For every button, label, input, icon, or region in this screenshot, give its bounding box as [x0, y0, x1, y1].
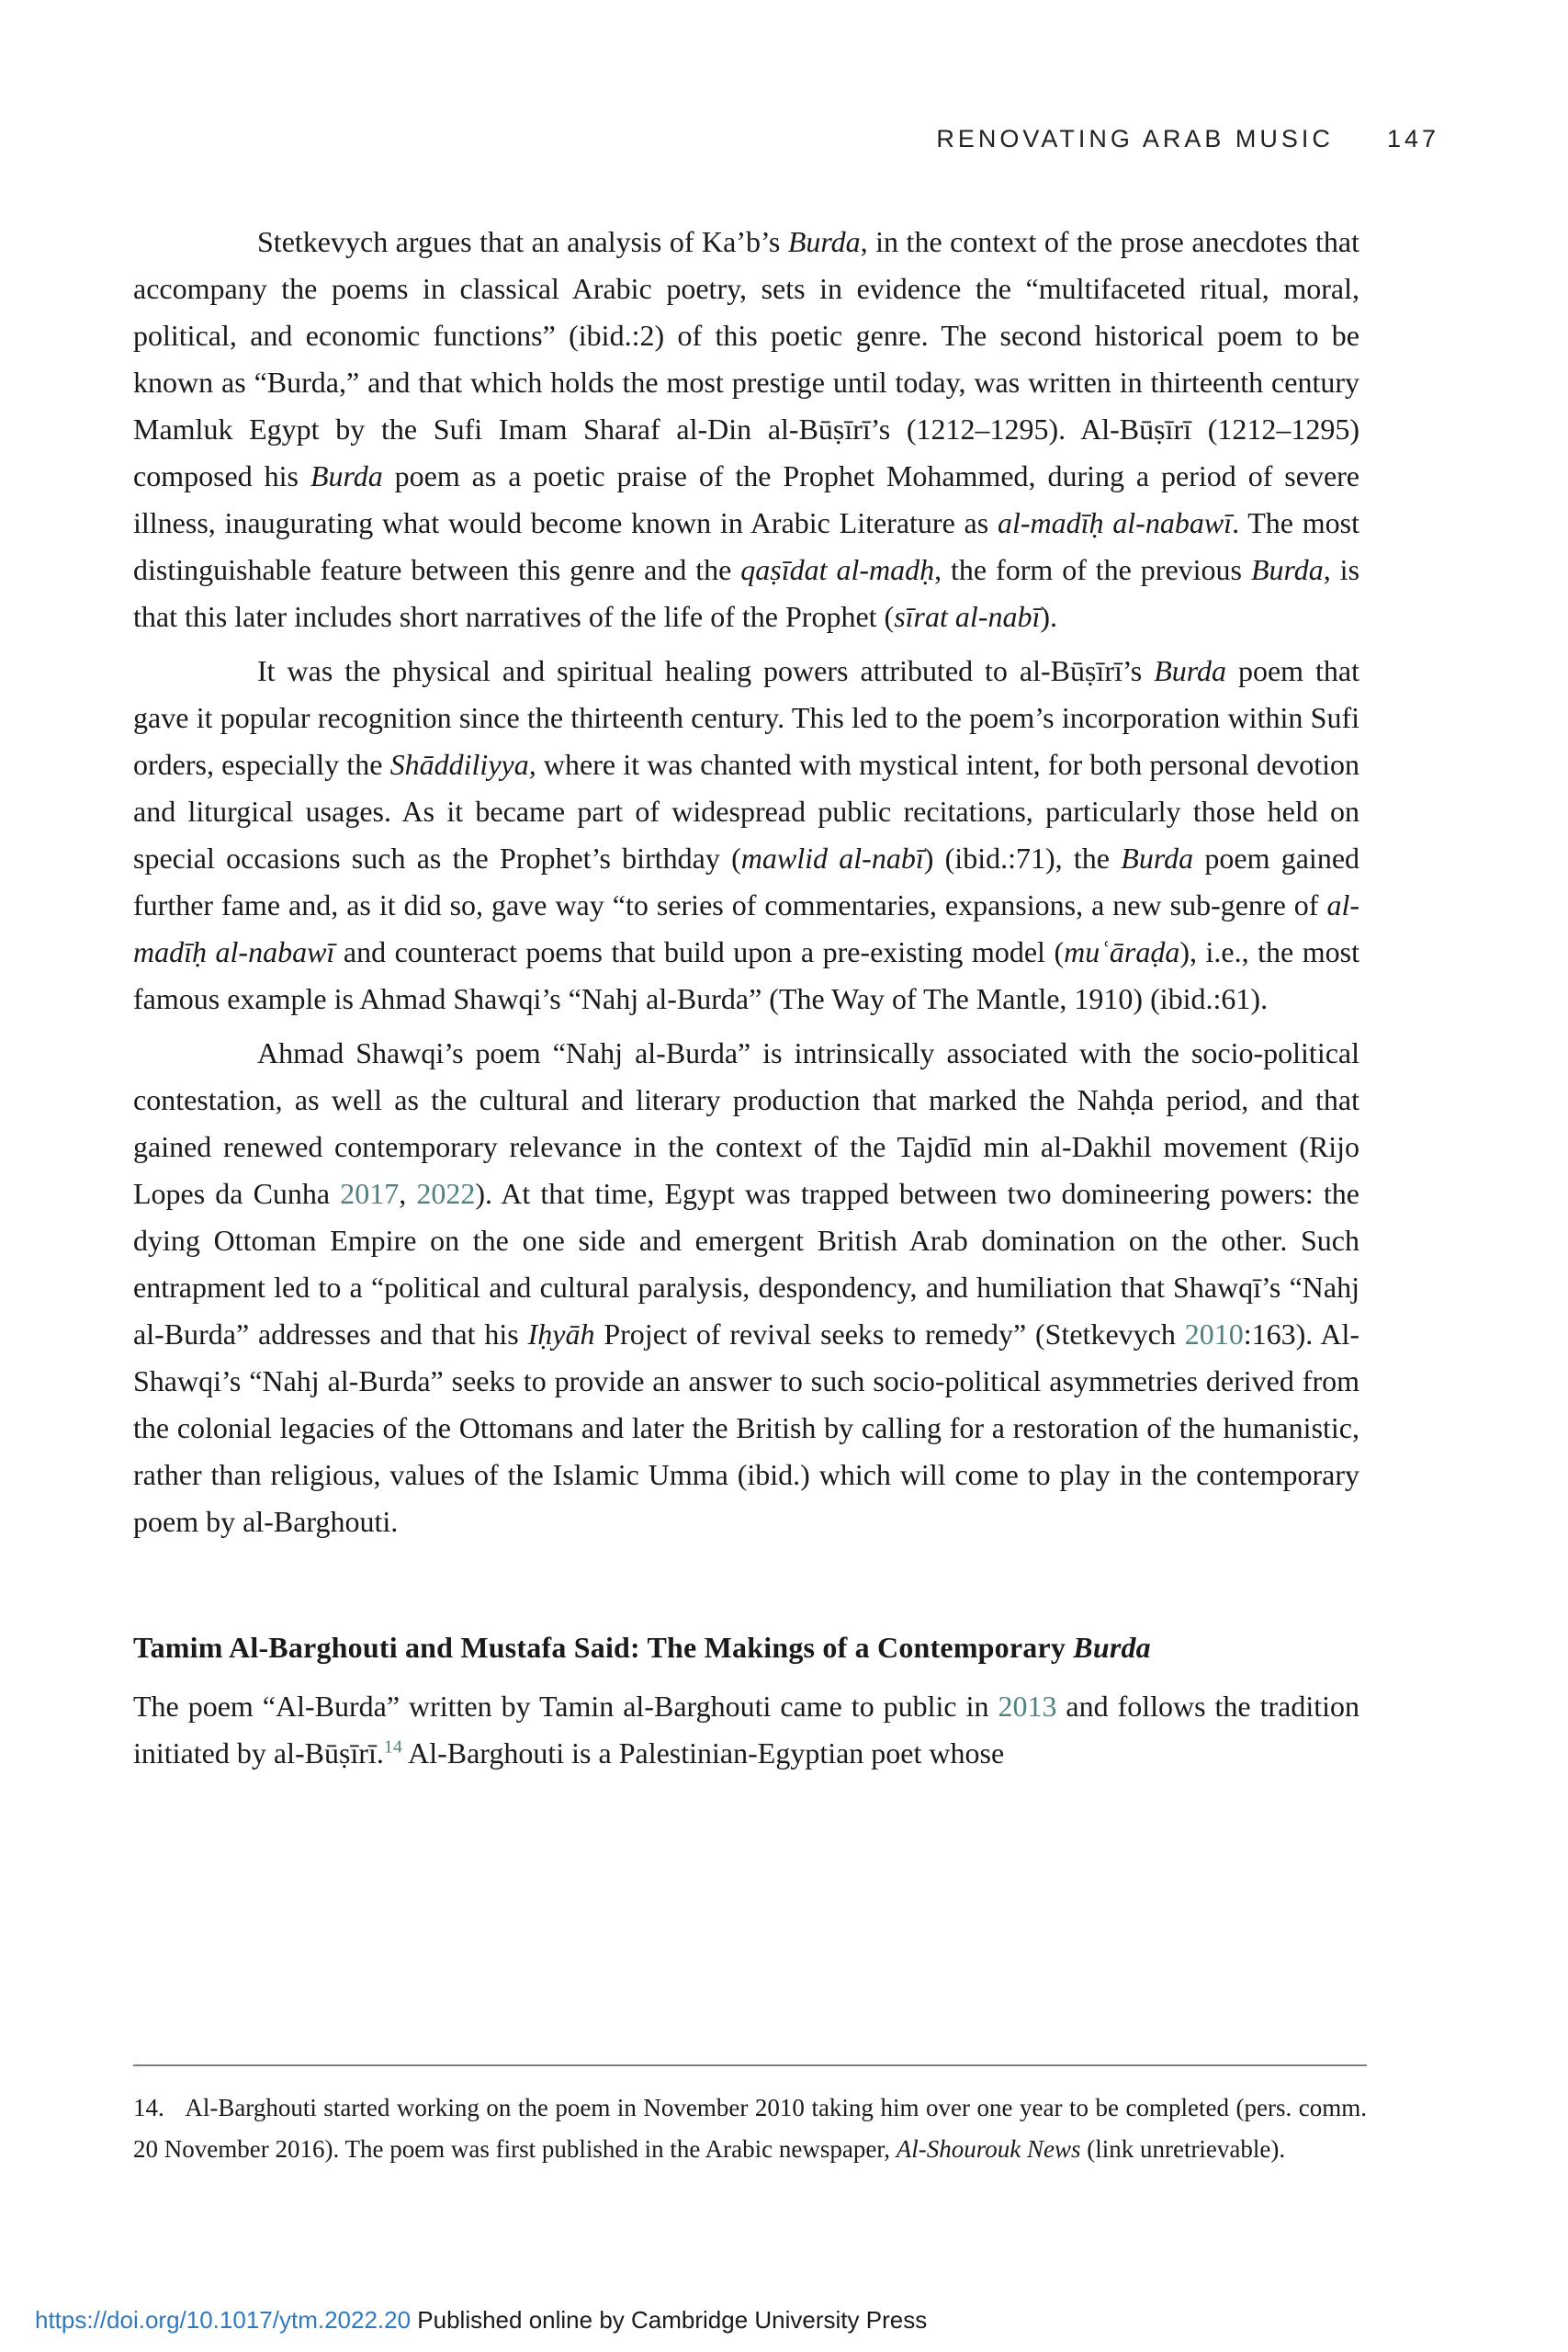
citation-link[interactable]: 2022: [416, 1177, 476, 1210]
italic-text: muʿāraḍa: [1064, 935, 1180, 968]
text-segment: Project of revival seeks to remedy” (Stetkevych: [594, 1317, 1185, 1351]
text-segment: Tamim Al-Barghouti and Mustafa Said: The Makings of a Contemporary: [133, 1631, 1074, 1664]
text-segment: ,: [399, 1177, 417, 1210]
text-segment: ) (ibid.:71), the: [923, 842, 1122, 875]
published-note: Published online by Cambridge University Press: [411, 2306, 928, 2334]
footnote-14: [133, 2087, 1367, 2170]
paragraph-3: [133, 1030, 1359, 1545]
italic-text: Burda: [1073, 1631, 1151, 1664]
text-segment: poem that gave it popular recognition since the thirteenth century. This led to the poem’s incorporation within Sufi orders, especially the: [133, 654, 1360, 781]
text-segment: Stetkevych argues that an analysis of Ka’b’s: [257, 225, 788, 258]
italic-text: sīrat al-nabī: [894, 600, 1041, 633]
citation-link[interactable]: 2013: [998, 1690, 1057, 1723]
text-segment: Al-Barghouti is a Palestinian-Egyptian poet whose: [401, 1736, 1005, 1770]
paragraph-2: [133, 648, 1359, 1023]
text-segment: , in the context of the prose anecdotes that accompany the poems in classical Arabic poetry, sets in evidence the “multifaceted ritual, moral, political, and economic functions” (ibid.:2) of this poetic genre. The second historical poem to be known as “Burda,” and that which holds the most prestige until today, was written in thirteenth century Mamluk Egypt by the Sufi Imam Sharaf al-Din al-Būṣīrī’s (1212–1295). Al-Būṣīrī (1212–1295) composed his: [133, 225, 1360, 492]
page-footer: [35, 2306, 927, 2335]
italic-text: Iḥyāh: [527, 1317, 595, 1351]
italic-text: Burda: [1121, 842, 1194, 875]
text-segment: , is that this later includes short narratives of the life of the Prophet (: [133, 553, 1360, 633]
page-number: 147: [1386, 125, 1439, 153]
italic-text: Burda: [787, 225, 861, 258]
text-segment: It was the physical and spiritual healing powers attributed to al-Būṣīrī’s: [257, 654, 1155, 687]
text-segment: poem as a poetic praise of the Prophet Mohammed, during a period of severe illness, inaugurating what would become known in Arabic Literature as: [133, 459, 1360, 539]
text-segment: Ahmad Shawqi’s poem “Nahj al-Burda” is intrinsically associated with the socio-political contestation, as well as the cultural and literary production that marked the Nahḍa period, and that gained renewed contemporary relevance in the context of the Tajdīd min al-Dakhil movement (Rijo Lopes da Cunha: [133, 1036, 1359, 1210]
footnote-marker: [384, 1736, 402, 1757]
text-segment: The poem “Al-Burda” written by Tamin al-Barghouti came to public in: [133, 1690, 998, 1723]
italic-text: Burda: [1250, 553, 1324, 586]
doi-link[interactable]: https://doi.org/10.1017/ytm.2022.20: [35, 2306, 412, 2334]
text-segment: poem gained further fame and, as it did so, gave way “to series of commentaries, expansions, a new sub-genre of: [133, 842, 1360, 922]
section-heading: [133, 1628, 1359, 1667]
italic-text: al-madīḥ al-nabawī: [997, 506, 1233, 539]
footnote-divider: [133, 2064, 1367, 2066]
text-segment: 14. Al-Barghouti started working on the poem in November 2010 taking him over one year to be completed (pers. comm. 20 November 2016). The poem was first published in the Arabic newspaper,: [133, 2094, 1367, 2163]
italic-text: mawlid al-nabī: [740, 842, 924, 875]
body-text: [133, 219, 1359, 1784]
running-header-title: RENOVATING ARAB MUSIC: [936, 125, 1334, 153]
italic-text: Al-Shourouk News: [896, 2135, 1081, 2163]
citation-link[interactable]: 2010: [1184, 1317, 1244, 1351]
italic-text: Burda: [1154, 654, 1226, 687]
text-segment: (link unretrievable).: [1080, 2135, 1286, 2163]
text-segment: and follows the tradition initiated by al-Būṣīrī.: [133, 1690, 1360, 1770]
italic-text: al-madīḥ al-nabawī: [133, 888, 1359, 968]
text-segment: and counteract poems that build upon a pre-existing model (: [334, 935, 1065, 968]
italic-text: qaṣīdat al-madḥ: [740, 553, 935, 586]
text-segment: , the form of the previous: [934, 553, 1251, 586]
italic-text: Burda: [310, 459, 383, 492]
text-segment: ), i.e., the most famous example is Ahmad Shawqi’s “Nahj al-Burda” (The Way of The Mantle, 1910) (ibid.:61).: [133, 935, 1360, 1015]
running-header: [936, 125, 1439, 153]
text-segment: :163). Al-Shawqi’s “Nahj al-Burda” seeks to provide an answer to such socio-political asymmetries derived from the colonial legacies of the Ottomans and later the British by calling for a restoration of the humanistic, rather than religious, values of the Islamic Umma (ibid.) which will come to play in the contemporary poem by al-Barghouti.: [133, 1317, 1360, 1538]
paragraph-1: [133, 219, 1359, 640]
text-segment: ). At that time, Egypt was trapped between two domineering powers: the dying Ottoman Empire on the one side and emergent British Arab domination on the other. Such entrapment led to a “political and cultural paralysis, despondency, and humiliation that Shawqī’s “Nahj al-Burda” addresses and that his: [133, 1177, 1360, 1351]
text-segment: . The most distinguishable feature between this genre and the: [133, 506, 1359, 586]
citation-link[interactable]: 2017: [340, 1177, 400, 1210]
italic-text: Shāddiliyya,: [389, 748, 536, 781]
text-segment: ).: [1040, 600, 1057, 633]
footnote-ref-link[interactable]: 14: [383, 1736, 402, 1758]
text-segment: where it was chanted with mystical intent, for both personal devotion and liturgical usages. As it became part of widespread public recitations, particularly those held on special occasions such as the Prophet’s birthday (: [133, 748, 1360, 875]
paragraph-4: [133, 1683, 1359, 1777]
